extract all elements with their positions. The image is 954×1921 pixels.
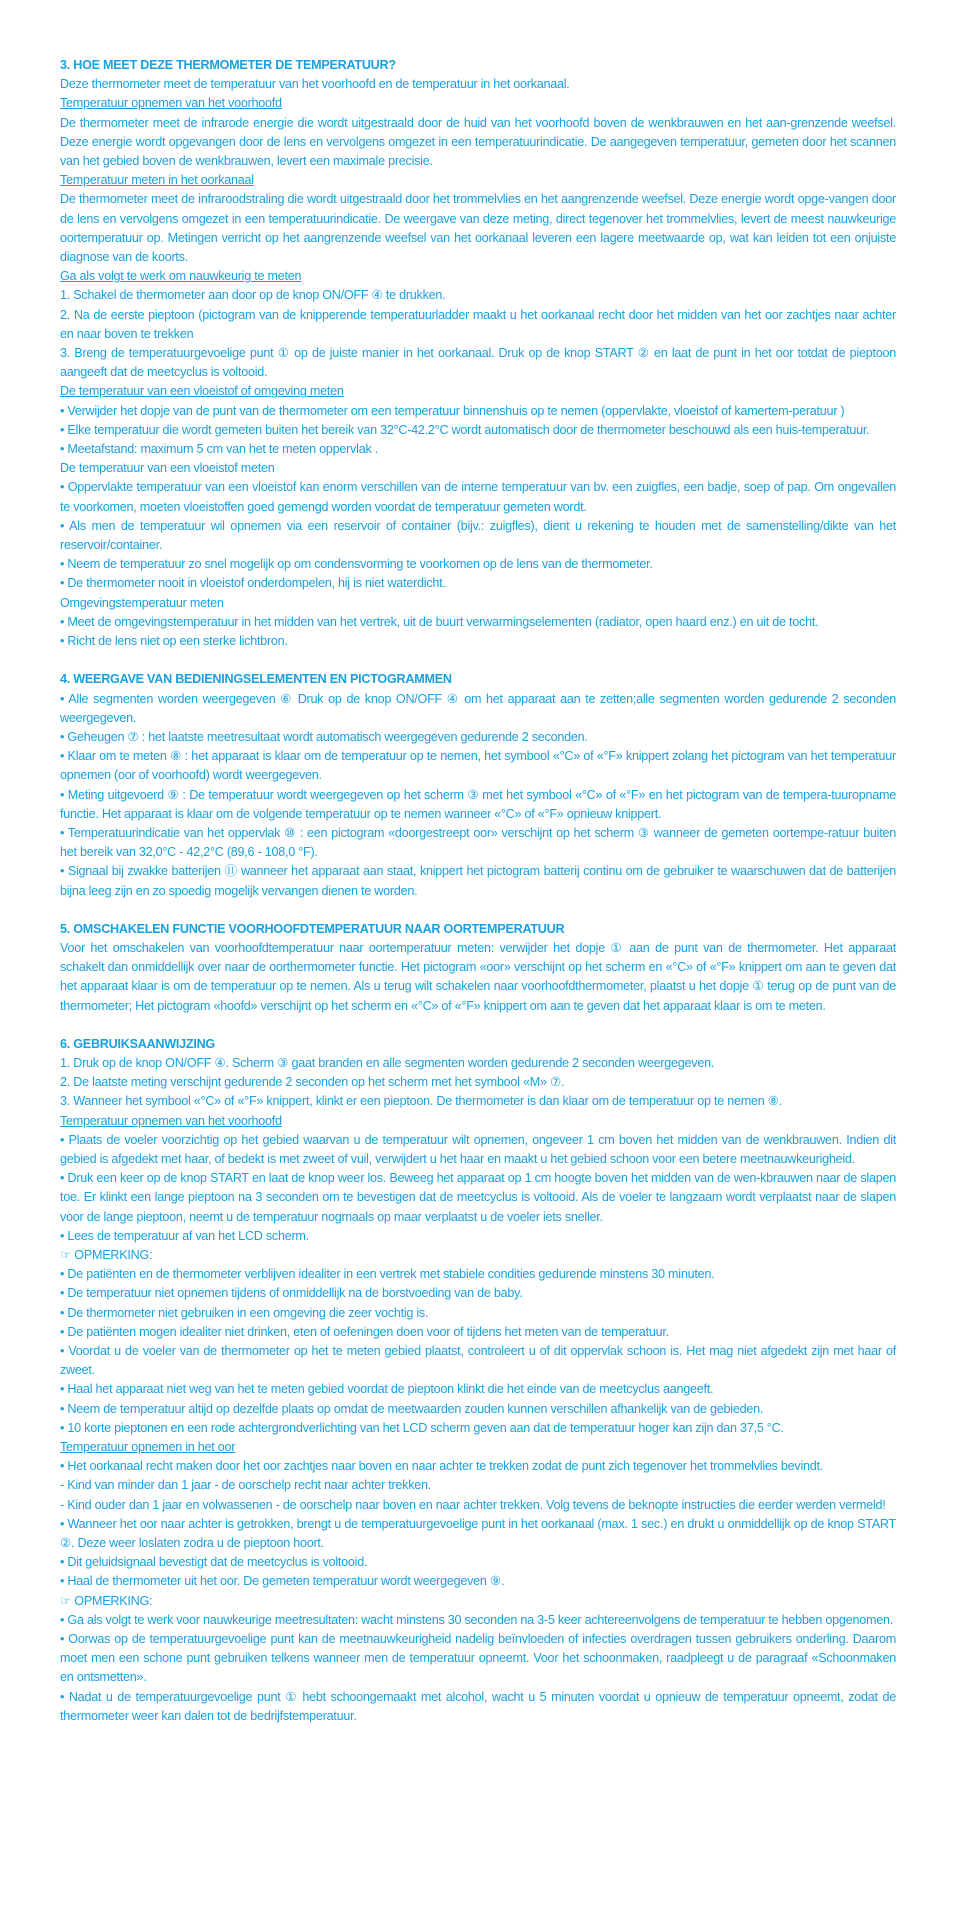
section-heading: 3. HOE MEET DEZE THERMOMETER DE TEMPERATUUR? bbox=[60, 58, 396, 72]
paragraph: Voor het omschakelen van voorhoofdtemperatuur naar oortemperatuur meten: verwijder het dopje ① aan de punt van de thermometer. Het apparaat schakelt dan onmiddellijk over naar de oorthermometer functie. Het pictogram «oor» verschijnt op het scherm en «°C» of «°F» knippert om aan te geven dat het apparaat klaar is om de temperatuur op te nemen. Als u terug wilt schakelen naar voorhoofdthermometer, plaatst u het dopje ① terug op de punt van de thermometer; Het pictogram «hoofd» verschijnt op het scherm en «°C» of «°F» knippert om aan te geven dat het apparaat klaar is om te meten. bbox=[60, 940, 896, 1013]
paragraph: 3. Breng de temperatuurgevoelige punt ① op de juiste manier in het oorkanaal. Druk op de knop START ② en laat de punt in het oor totdat de pieptoon aangeeft dat de meetcyclus is voltooid. bbox=[60, 346, 896, 380]
paragraph: • Nadat u de temperatuurgevoelige punt ① hebt schoongemaakt met alcohol, wacht u 5 minuten voordat u opnieuw de temperatuur opneemt, zodat de thermometer weer kan dalen tot de bedrijfstemperatuur. bbox=[60, 1689, 896, 1723]
paragraph: • De patiënten mogen idealiter niet drinken, eten of oefeningen doen voor of tijdens het meten van de temperatuur. bbox=[60, 1324, 669, 1339]
paragraph: • Geheugen ⑦ : het laatste meetresultaat wordt automatisch weergegeven gedurende 2 seconden. bbox=[60, 729, 588, 744]
paragraph: 1. Druk op de knop ON/OFF ④. Scherm ③ gaat branden en alle segmenten worden gedurende 2 seconden weergegeven. bbox=[60, 1055, 715, 1070]
paragraph: - Kind ouder dan 1 jaar en volwassenen - de oorschelp naar boven en naar achter trekken. Volg tevens de beknopte instructies die eerder werden vermeld! bbox=[60, 1497, 886, 1512]
paragraph: Omgevingstemperatuur meten bbox=[60, 595, 224, 610]
paragraph: • Lees de temperatuur af van het LCD scherm. bbox=[60, 1228, 309, 1243]
paragraph: • De thermometer niet gebruiken in een omgeving die zeer vochtig is. bbox=[60, 1305, 429, 1320]
paragraph: • De temperatuur niet opnemen tijdens of onmiddellijk na de borstvoeding van de baby. bbox=[60, 1286, 523, 1301]
paragraph: 2. Na de eerste pieptoon (pictogram van de knipperende temperatuurladder maakt u het oorkanaal recht door het midden van het oor zachtjes naar achter en naar boven te trekken bbox=[60, 307, 896, 341]
subheading: De temperatuur van een vloeistof of omgeving meten bbox=[60, 384, 344, 399]
paragraph: • Neem de temperatuur altijd op dezelfde plaats op omdat de meetwaarden zouden kunnen verschillen afhankelijk van de gebieden. bbox=[60, 1401, 764, 1416]
paragraph: • Meting uitgevoerd ⑨ : De temperatuur wordt weergegeven op het scherm ③ met het symbool «°C» of «°F» en het pictogram van de tempera-tuuropname functie. Het apparaat is klaar om de volgende temperatuur op te nemen wanneer «°C» of «°F» opnieuw knippert. bbox=[60, 787, 896, 821]
paragraph: • Ga als volgt te werk voor nauwkeurige meetresultaten: wacht minstens 30 seconden na 3-5 keer achtereenvolgens de temperatuur te hebben opgenomen. bbox=[60, 1612, 893, 1627]
paragraph: • Haal de thermometer uit het oor. De gemeten temperatuur wordt weergegeven ⑨. bbox=[60, 1574, 505, 1589]
paragraph: 3. Wanneer het symbool «°C» of «°F» knippert, klinkt er een pieptoon. De thermometer is dan klaar om de temperatuur op te nemen ⑧. bbox=[60, 1094, 783, 1109]
paragraph: ☞ OPMERKING: bbox=[60, 1593, 153, 1608]
paragraph: • Klaar om te meten ⑧ : het apparaat is klaar om de temperatuur op te nemen, het symbool «°C» of «°F» knippert zolang het pictogram van het temperatuur opnemen (oor of voorhoofd) wordt weergegeven. bbox=[60, 749, 896, 783]
paragraph: • Meetafstand: maximum 5 cm van het te meten oppervlak . bbox=[60, 442, 378, 457]
manual-text bbox=[60, 56, 896, 1726]
section-spacer bbox=[60, 651, 896, 670]
paragraph: • Dit geluidsignaal bevestigt dat de meetcyclus is voltooid. bbox=[60, 1555, 368, 1570]
paragraph: • Plaats de voeler voorzichtig op het gebied waarvan u de temperatuur wilt opnemen, ongeveer 1 cm boven het midden van de wenkbrauwen. Indien dit gebied is afgedekt met haar, of bedekt is met zweet of vuil, verwijdert u het haar en maakt u het gebied schoon voor een betere meetnauwkeurigheid. bbox=[60, 1132, 896, 1166]
paragraph: De thermometer meet de infraroodstraling die wordt uitgestraald door het trommelvlies en het aangrenzende weefsel. Deze energie wordt opge-vangen door de lens en vervolgens omgezet in een temperatuurindicatie. De weergave van deze meting, direct tegenover het trommelvlies, levert de meest nauwkeurige oortemperatuur op. Metingen verricht op het aangrenzende weefsel van het oorkanaal leveren een lagere meetwaarde op, wat kan leiden tot een onjuiste diagnose van de koorts. bbox=[60, 192, 896, 265]
subheading: Temperatuur opnemen van het voorhoofd bbox=[60, 1113, 282, 1128]
paragraph: Deze thermometer meet de temperatuur van het voorhoofd en de temperatuur in het oorkanaal. bbox=[60, 77, 570, 92]
section-spacer bbox=[60, 901, 896, 920]
section-heading: 5. OMSCHAKELEN FUNCTIE VOORHOOFDTEMPERATUUR NAAR OORTEMPERATUUR bbox=[60, 921, 565, 936]
paragraph: • Elke temperatuur die wordt gemeten buiten het bereik van 32°C-42.2°C wordt automatisch door de thermometer beschouwd als een huis-temperatuur. bbox=[60, 422, 870, 437]
paragraph: • Verwijder het dopje van de punt van de thermometer om een temperatuur binnenshuis op te nemen (oppervlakte, vloeistof of kamertem-peratuur ) bbox=[60, 403, 845, 418]
paragraph: • Temperatuurindicatie van het oppervlak ⑩ : een pictogram «doorgestreept oor» verschijnt op het scherm ③ wanneer de gemeten oortempe-ratuur buiten het bereik van 32,0°C - 42,2°C (89,6 - 108,0 °F). bbox=[60, 825, 896, 860]
paragraph: • De patiënten en de thermometer verblijven idealiter in een vertrek met stabiele condities gedurende minstens 30 minuten. bbox=[60, 1267, 715, 1282]
paragraph: • Oorwas op de temperatuurgevoelige punt kan de meetnauwkeurigheid nadelig beïnvloeden of infecties overdragen tussen gebruikers onderling. Daarom moet men een schone punt gebruiken telkens wanneer men de temperatuur opneemt. Voor het schoonmaken, raadpleegt u de paragraaf «Schoonmaken en ontsmetten». bbox=[60, 1632, 896, 1685]
paragraph: • Alle segmenten worden weergegeven ⑥ Druk op de knop ON/OFF ④ om het apparaat aan te zetten;alle segmenten worden gedurende 2 seconden weergegeven. bbox=[60, 691, 896, 725]
paragraph: • 10 korte pieptonen en een rode achtergrondverlichting van het LCD scherm geven aan dat de temperatuur hoger kan zijn dan 37,5 °C. bbox=[60, 1420, 784, 1435]
subheading: Temperatuur meten in het oorkanaal bbox=[60, 173, 254, 188]
paragraph: • Neem de temperatuur zo snel mogelijk op om condensvorming te voorkomen op de lens van de thermometer. bbox=[60, 557, 653, 572]
paragraph: • Haal het apparaat niet weg van het te meten gebied voordat de pieptoon klinkt die het einde van de meetcyclus aangeeft. bbox=[60, 1382, 714, 1397]
paragraph: • Voordat u de voeler van de thermometer op het te meten gebied plaatst, controleert u of dit oppervlak schoon is. Het mag niet afgedekt zijn met haar of zweet. bbox=[60, 1344, 896, 1378]
paragraph: 1. Schakel de thermometer aan door op de knop ON/OFF ④ te drukken. bbox=[60, 288, 446, 303]
paragraph: • Druk een keer op de knop START en laat de knop weer los. Beweeg het apparaat op 1 cm hoogte boven het midden van de wen-kbrauwen naar de slapen toe. Er klinkt een lange pieptoon na 3 seconden om te bevestigen dat de meetcyclus is voltooid. Als de voeler te langzaam wordt verplaatst naar de slapen voor de lange pieptoon, neemt u de temperatuur nogmaals op maar verplaatst u de voeler iets sneller. bbox=[60, 1171, 896, 1224]
paragraph: • Wanneer het oor naar achter is getrokken, brengt u de temperatuurgevoelige punt in het oorkanaal (max. 1 sec.) en drukt u onmiddellijk op de knop START ②. Deze weer loslaten zodra u de pieptoon hoort. bbox=[60, 1516, 896, 1551]
paragraph: • Signaal bij zwakke batterijen ⑪ wanneer het apparaat aan staat, knippert het pictogram batterij continu om de gebruiker te waarschuwen dat de batterijen bijna leeg zijn en zo spoedig mogelijk vervangen dienen te worden. bbox=[60, 864, 896, 898]
paragraph: De temperatuur van een vloeistof meten bbox=[60, 461, 275, 476]
paragraph: De thermometer meet de infrarode energie die wordt uitgestraald door de huid van het voorhoofd boven de wenkbrauwen en het aan-grenzende weefsel. Deze energie wordt opgevangen door de lens en vervolgens omgezet in een temperatuurindicatie. De aangegeven temperatuur, gemeten door het scannen van het gebied boven de wenkbrauwen, levert een maximale precisie. bbox=[60, 115, 896, 169]
paragraph: • Meet de omgevingstemperatuur in het midden van het vertrek, uit de buurt verwarmingselementen (radiator, open haard enz.) en uit de tocht. bbox=[60, 614, 819, 629]
paragraph: ☞ OPMERKING: bbox=[60, 1247, 153, 1262]
section-spacer bbox=[60, 1016, 896, 1035]
section-heading: 4. WEERGAVE VAN BEDIENINGSELEMENTEN EN PICTOGRAMMEN bbox=[60, 672, 452, 687]
paragraph: 2. De laatste meting verschijnt gedurende 2 seconden op het scherm met het symbool «M» ⑦. bbox=[60, 1075, 565, 1090]
paragraph: - Kind van minder dan 1 jaar - de oorschelp recht naar achter trekken. bbox=[60, 1478, 432, 1493]
paragraph: • Oppervlakte temperatuur van een vloeistof kan enorm verschillen van de interne temperatuur van bv. een zuigfles, een badje, soep of pap. Om ongevallen te voorkomen, moeten vloeistoffen goed gemengd worden voordat de temperatuur gemeten wordt. bbox=[60, 480, 896, 514]
subheading: Ga als volgt te werk om nauwkeurig te meten bbox=[60, 269, 302, 284]
paragraph: • Het oorkanaal recht maken door het oor zachtjes naar boven en naar achter te trekken zodat de punt zich tegenover het trommelvlies bevindt. bbox=[60, 1459, 824, 1474]
paragraph: • Als men de temperatuur wil opnemen via een reservoir of container (bijv.: zuigfles), dient u rekening te houden met de samenstelling/dikte van het reservoir/container. bbox=[60, 518, 896, 553]
section-heading: 6. GEBRUIKSAANWIJZING bbox=[60, 1036, 215, 1051]
subheading: Temperatuur opnemen van het voorhoofd bbox=[60, 96, 282, 111]
paragraph: • De thermometer nooit in vloeistof onderdompelen, hij is niet waterdicht. bbox=[60, 576, 446, 591]
subheading: Temperatuur opnemen in het oor bbox=[60, 1440, 236, 1455]
paragraph: • Richt de lens niet op een sterke lichtbron. bbox=[60, 634, 288, 649]
